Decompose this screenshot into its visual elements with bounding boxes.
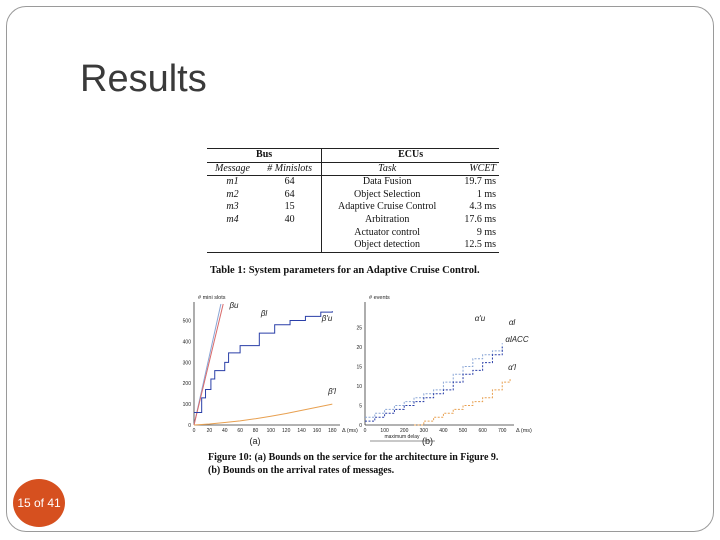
empty-cell — [258, 239, 322, 252]
x-axis-label: Δ (ms) — [516, 428, 532, 434]
minislots-cell: 64 — [258, 176, 322, 189]
annotation-label: maximum delay — [384, 434, 420, 440]
figure-caption-line2: (b) Bounds on the arrival rates of messages. — [208, 464, 395, 476]
x-tick-label: 180 — [328, 428, 337, 434]
curve-label: αlACC — [505, 335, 529, 344]
task-cell: Object Selection — [353, 188, 421, 200]
x-axis-label: Δ (ms) — [342, 428, 358, 434]
y-tick-label: 20 — [356, 345, 362, 351]
message-cell: m3 — [226, 201, 239, 213]
wcet-cell: 17.6 ms — [464, 213, 496, 225]
x-tick-label: 80 — [252, 428, 259, 434]
x-tick-label: 0 — [363, 428, 367, 434]
y-tick-label: 0 — [359, 423, 362, 429]
wcet-cell: 19.7 ms — [464, 176, 496, 188]
x-tick-label: 120 — [282, 428, 291, 434]
x-tick-label: 160 — [312, 428, 322, 434]
group-header-ecus: ECUs — [322, 149, 499, 163]
series-line — [194, 304, 223, 425]
x-tick-label: 20 — [206, 428, 213, 434]
y-axis-label: # events — [369, 295, 390, 301]
table-caption: Table 1: System parameters for an Adaptive Cruise Control. — [210, 265, 480, 276]
curve-label: β'l — [328, 387, 336, 396]
series-line — [365, 343, 502, 417]
wcet-cell: 1 ms — [476, 188, 496, 200]
curve-label: α'u — [474, 314, 486, 323]
message-cell: m2 — [226, 188, 239, 200]
minislots-cell: 40 — [258, 214, 322, 227]
task-cell: Actuator control — [354, 226, 421, 238]
system-parameters-table — [207, 148, 499, 253]
x-tick-label: 100 — [380, 428, 389, 434]
minislots-cell: 64 — [258, 189, 322, 202]
y-tick-label: 500 — [182, 318, 191, 325]
x-tick-label: 140 — [297, 428, 306, 434]
figure-caption-line1: Figure 10: (a) Bounds on the service for the architecture in Figure 9. — [208, 452, 499, 463]
minislots-cell: 15 — [258, 201, 322, 214]
table-row — [207, 227, 499, 240]
table-row — [207, 201, 499, 214]
series-line — [365, 347, 502, 421]
x-tick-label: 0 — [192, 428, 196, 434]
message-cell: m1 — [226, 176, 239, 188]
table-row — [207, 189, 499, 202]
panel-label: (b) — [422, 436, 433, 446]
empty-cell — [207, 239, 258, 252]
y-tick-label: 200 — [182, 381, 191, 388]
series-line — [194, 404, 332, 425]
y-tick-label: 5 — [359, 403, 362, 410]
wcet-cell: 9 ms — [476, 226, 496, 238]
y-tick-label: 300 — [182, 360, 191, 367]
x-tick-label: 500 — [458, 428, 468, 434]
x-tick-label: 200 — [400, 428, 409, 434]
col-header-task: Task — [322, 162, 452, 176]
y-axis-label: # mini slots — [198, 295, 226, 301]
col-header-message: Message — [207, 162, 258, 176]
wcet-cell: 4.3 ms — [469, 201, 496, 213]
group-header-bus: Bus — [207, 149, 322, 163]
x-tick-label: 600 — [478, 428, 487, 434]
x-tick-label: 300 — [419, 428, 428, 434]
empty-cell — [207, 227, 258, 240]
task-cell: Arbitration — [364, 213, 410, 225]
col-header-minislots: # Minislots — [258, 162, 322, 176]
series-line — [414, 378, 510, 425]
figure-charts — [172, 290, 532, 455]
task-cell: Adaptive Cruise Control — [338, 201, 437, 213]
y-tick-label: 25 — [356, 325, 362, 332]
x-tick-label: 400 — [439, 428, 448, 434]
x-tick-label: 60 — [237, 428, 243, 434]
empty-cell — [258, 227, 322, 240]
task-cell: Data Fusion — [362, 176, 412, 188]
page-number-badge: 15 of 41 — [13, 479, 65, 527]
table-row — [207, 176, 499, 189]
figure-caption — [208, 452, 498, 477]
y-tick-label: 15 — [356, 364, 362, 371]
x-tick-label: 700 — [498, 428, 507, 434]
curve-label: βu — [229, 301, 239, 310]
y-tick-label: 10 — [356, 384, 362, 390]
curve-label: βl — [260, 309, 268, 318]
col-header-wcet: WCET — [452, 162, 499, 176]
curve-label: α'l — [508, 363, 516, 372]
wcet-cell: 12.5 ms — [452, 239, 499, 252]
curve-label: β'u — [321, 314, 333, 323]
table-row — [207, 239, 499, 252]
message-cell: m4 — [226, 213, 239, 225]
x-tick-label: 40 — [221, 428, 228, 434]
series-line — [194, 311, 332, 412]
task-cell: Object detection — [322, 239, 452, 252]
y-tick-label: 100 — [182, 402, 191, 409]
panel-label: (a) — [249, 436, 261, 446]
x-tick-label: 100 — [266, 428, 276, 434]
table-row — [207, 214, 499, 227]
slide-title: Results — [80, 58, 207, 100]
y-tick-label: 400 — [182, 339, 191, 346]
y-tick-label: 0 — [188, 423, 191, 429]
curve-label: αl — [508, 318, 516, 327]
